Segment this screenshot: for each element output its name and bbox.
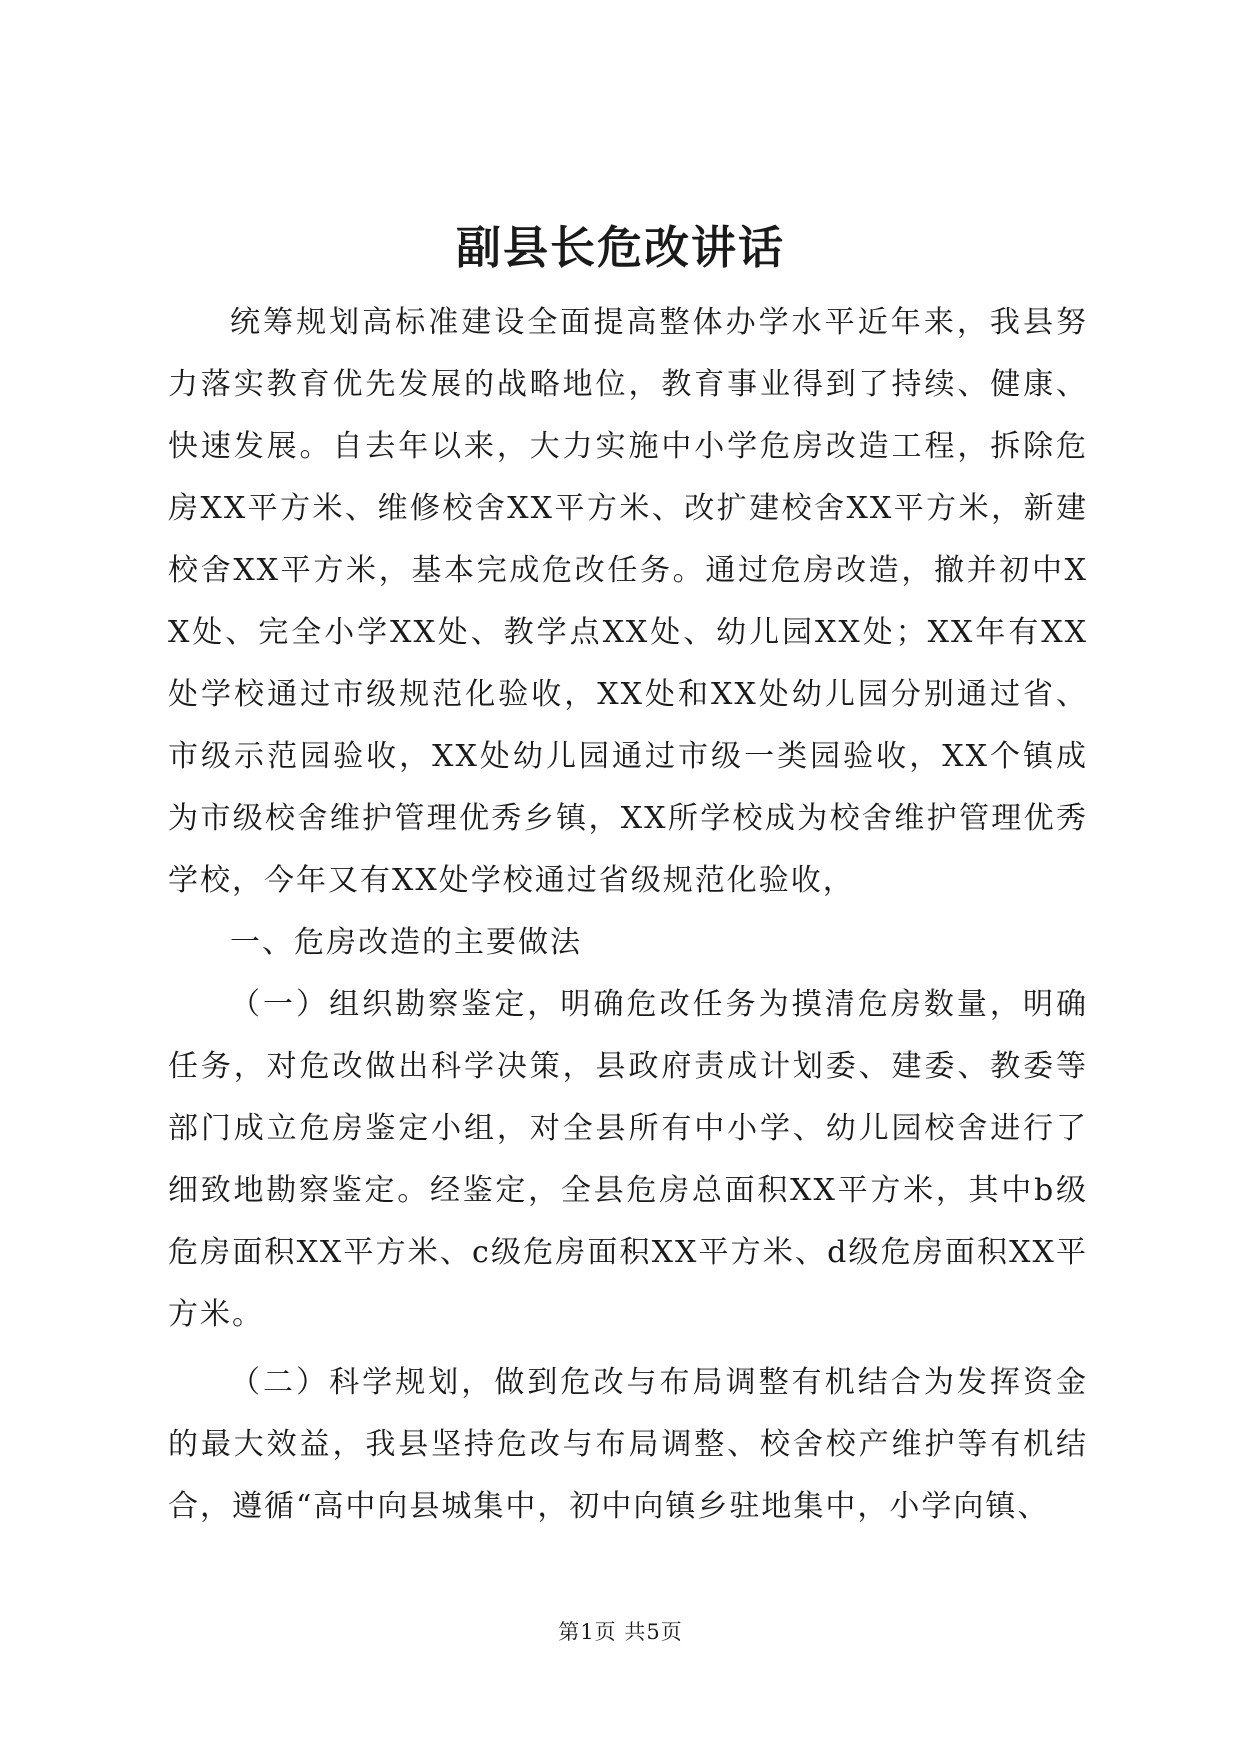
page-number-footer: 第1页 共5页 (558, 1620, 683, 1644)
paragraph-section-1-1: （一）组织勘察鉴定，明确危改任务为摸清危房数量，明确任务，对危改做出科学决策，县政府责成计划委、建委、教委等部门成立危房鉴定小组，对全县所有中小学、幼儿园校舍进行了细致地勘察鉴定。经鉴定，全县危房总面积XX平方米，其中b级危房面积XX平方米、c级危房面积XX平方米、d级危房面积XX平方米。 (168, 987, 1088, 1332)
paragraph-intro: 统筹规划高标准建设全面提高整体办学水平近年来，我县努力落实教育优先发展的战略地位，教育事业得到了持续、健康、快速发展。自去年以来，大力实施中小学危房改造工程，拆除危房XX平方米、维修校舍XX平方米、改扩建校舍XX平方米，新建校舍XX平方米，基本完成危改任务。通过危房改造，撤并初中XX处、完全小学XX处、教学点XX处、幼儿园XX处；XX年有XX处学校通过市级规范化验收，XX处和XX处幼儿园分别通过省、市级示范园验收，XX处幼儿园通过市级一类园验收，XX个镇成为市级校舍维护管理优秀乡镇，XX所学校成为校舍维护管理优秀学校，今年又有XX处学校通过省级规范化验收， (168, 305, 1088, 898)
paragraph-section-1-2: （二）科学规划，做到危改与布局调整有机结合为发挥资金的最大效益，我县坚持危改与布局调整、校舍校产维护等有机结合，遵循“高中向县城集中，初中向镇乡驻地集中，小学向镇、 (168, 1365, 1088, 1524)
document-body (168, 292, 1088, 1538)
section-heading-1: 一、危房改造的主要做法 (230, 925, 582, 960)
page-title: 副县长危改讲话 (455, 221, 785, 274)
